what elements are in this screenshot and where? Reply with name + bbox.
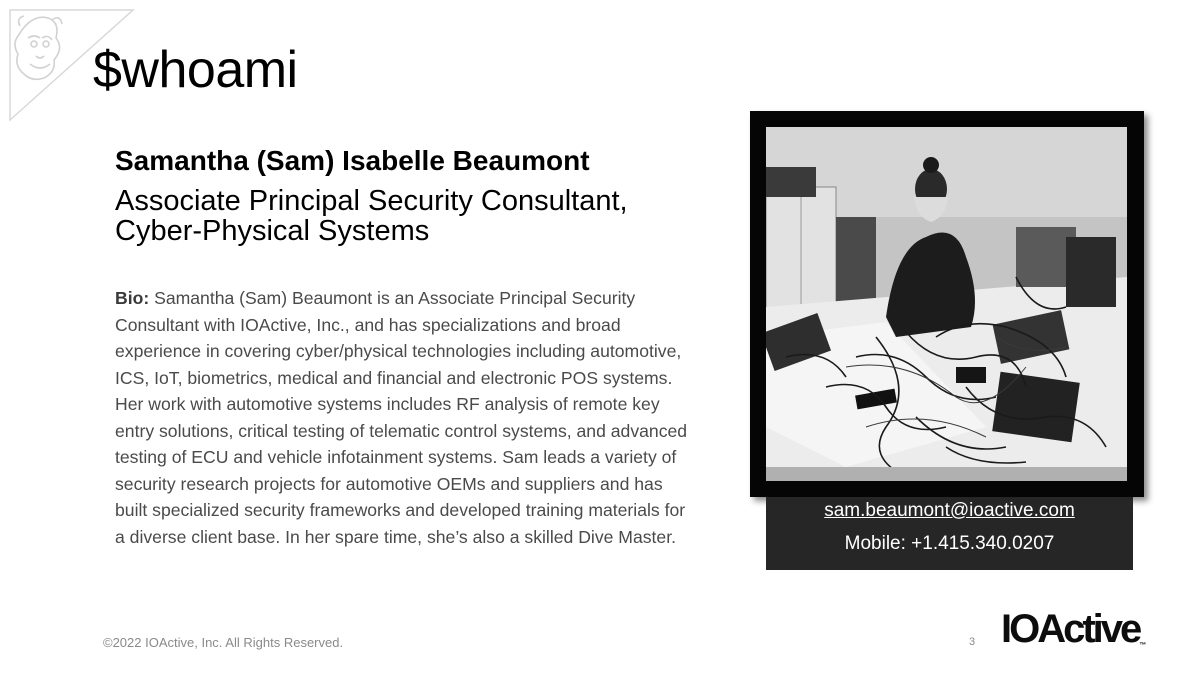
page-number: 3 bbox=[969, 636, 976, 648]
role-line-1: Associate Principal Security Consultant, bbox=[115, 185, 628, 217]
bio-label: Bio: bbox=[115, 288, 150, 308]
workbench-photo bbox=[766, 127, 1127, 481]
logo-text: IOActive bbox=[1001, 607, 1140, 651]
role-line-2: Cyber-Physical Systems bbox=[115, 215, 430, 248]
mobile-number: Mobile: +1.415.340.0207 bbox=[844, 533, 1055, 554]
slide-title: $whoami bbox=[93, 41, 298, 99]
bio-paragraph bbox=[115, 285, 690, 550]
contact-box bbox=[766, 497, 1133, 570]
bio-text: Samantha (Sam) Beaumont is an Associate Principal Security Consultant with IOActive, Inc., and has specializations and broad experience in covering cyber/physical technologies including automotive, ICS, IoT, biometrics, medical and financial and electronic POS systems. Her work with automotive systems includes RF analysis of remote key entry solutions, critical testing of telematic control systems, and advanced testing of ECU and vehicle infotainment systems. Sam leads a variety of security research projects for automotive OEMs and suppliers and has built specialized security frameworks and developed training materials for a diverse client base. In her spare time, she’s also a skilled Dive Master. bbox=[115, 288, 688, 547]
person-name: Samantha (Sam) Isabelle Beaumont bbox=[115, 145, 590, 176]
person-role bbox=[115, 186, 715, 247]
email-link[interactable]: sam.beaumont@ioactive.com bbox=[824, 500, 1075, 521]
ioactive-logo bbox=[1001, 609, 1146, 649]
footer-copyright: ©2022 IOActive, Inc. All Rights Reserved. bbox=[103, 635, 344, 650]
photo-frame bbox=[750, 111, 1144, 497]
logo-trademark: ™ bbox=[1139, 642, 1147, 649]
